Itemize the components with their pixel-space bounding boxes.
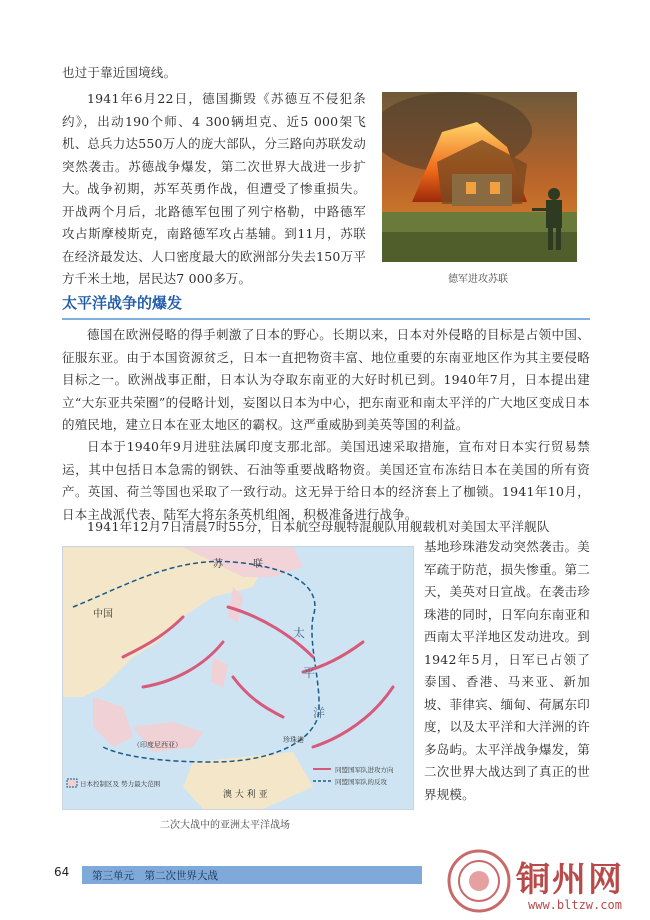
paragraph-continuation: 也过于靠近国境线。 bbox=[62, 65, 177, 80]
section-divider bbox=[62, 318, 590, 320]
unit-label: 第三单元 第二次世界大战 bbox=[92, 870, 218, 882]
map-label-pearl-harbor: 珍珠港 bbox=[283, 736, 304, 744]
section-title: 太平洋战争的爆发 bbox=[62, 294, 183, 312]
map-label-soviet-1: 苏 bbox=[213, 559, 223, 570]
legend-japan-attack: 同盟国军队进攻方向 bbox=[335, 766, 394, 774]
photo-caption: 德军进攻苏联 bbox=[448, 274, 508, 285]
paragraph-pearl-harbor: 基地珍珠港发动突然袭击。美军疏于防范，损失惨重。第二天，美英对日宣战。在袭击珍珠港的同时，日军向东南亚和西南太平洋地区发动进攻。到1942年5月，日军已占领了泰国、香港、马来亚、新加坡、菲律宾、缅甸、荷属东印度，以及太平洋和大洋洲的许多岛屿。太平洋战争爆发，第二次世界大战达到了真正的世界规模。 bbox=[424, 539, 590, 802]
legend-japan-area: 日本控制区及 势力最大范围 bbox=[80, 780, 161, 788]
paragraph-early-war: 战争初期，苏军英勇作战，但遭受了惨重损失。开战两个月后，北路德军包围了列宁格勒，中路德军攻占斯摩棱斯克，南路德军攻占基辅。到11月，苏联在经济最发达、人口密度最大的欧洲部分失去150万平方千米土地，居民达7 000多万。 bbox=[62, 181, 366, 286]
map-caption: 二次大战中的亚洲太平洋战场 bbox=[160, 820, 290, 831]
map-label-indochina: （印度尼西亚） bbox=[133, 741, 182, 749]
watermark-url: www.bltzw.com bbox=[528, 898, 622, 912]
map-label-australia: 澳 大 利 亚 bbox=[223, 790, 268, 800]
paragraph-soviet-german-war: 1941年6月22日，德国撕毁《苏德互不侵犯条约》，出动190个师、4 300辆坦克、近5 000架飞机、总兵力达550万人的庞大部队，分三路向苏联发动突然袭击。苏德战争爆发，第二次世界大战进一步扩大。 bbox=[62, 91, 366, 196]
paragraph-japan-ambition: 德国在欧洲侵略的得手刺激了日本的野心。长期以来，日本对外侵略的目标是占领中国、征服东亚。由于本国资源贫乏，日本一直把物资丰富、地位重要的东南亚地区作为其主要侵略目标之一。欧洲战事正酣，日本认为夺取东南亚的大好时机已到。1940年7月，日本提出建立“大东亚共荣圈”的侵略计划，妄图以日本为中心，把东南亚和南太平洋的广大地区变成日本的殖民地，建立日本在亚太地区的霸权。这严重威胁到美英等国的利益。 bbox=[62, 327, 590, 432]
watermark-logo-icon bbox=[444, 846, 514, 916]
german-attack-photo bbox=[382, 92, 577, 262]
map-label-soviet-2: 联 bbox=[253, 559, 263, 570]
paragraph-embargo: 日本于1940年9月进驻法属印度支那北部。美国迅速采取措施，宣布对日本实行贸易禁运，其中包括日本急需的钢铁、石油等重要战略物资。美国还宣布冻结日本在美国的所有资产。英国、荷兰等国也采取了一致行动。这无异于给日本的经济套上了枷锁。1941年10月，日本主战派代表、陆军大将东条英机组阁，积极准备进行战争。 bbox=[62, 439, 590, 522]
legend-allied: 同盟国军队的反攻 bbox=[335, 778, 387, 786]
paragraph-pearl-harbor-intro: 1941年12月7日清晨7时55分，日本航空母舰特混舰队用舰载机对美国太平洋舰队 bbox=[87, 519, 550, 534]
asia-pacific-war-map bbox=[62, 546, 414, 810]
map-label-ocean-1: 太 bbox=[293, 626, 306, 640]
page-number: 64 bbox=[54, 865, 70, 879]
watermark-name: 铜州网 bbox=[516, 860, 624, 900]
map-label-ocean-2: 平 bbox=[303, 666, 316, 680]
map-label-china: 中国 bbox=[93, 609, 113, 620]
map-label-ocean-3: 洋 bbox=[313, 706, 326, 720]
